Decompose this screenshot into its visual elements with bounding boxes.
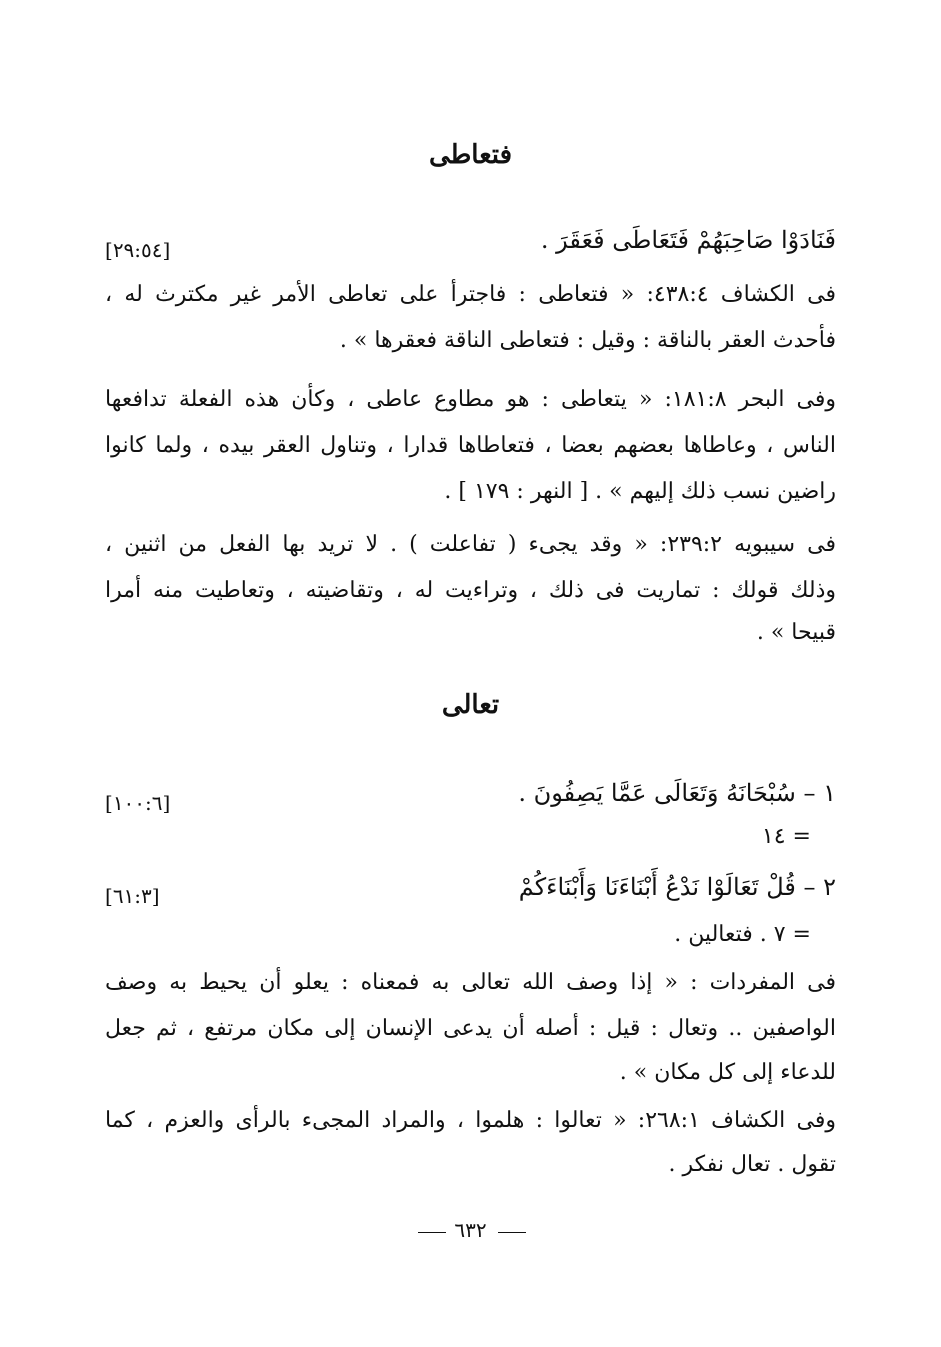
page-number: ٦٣٢ (454, 1218, 487, 1242)
verse-reference: [٦١:٣] (105, 884, 160, 908)
page-number-dash-right (498, 1232, 526, 1233)
ayah-line: فَنَادَوْا صَاحِبَهُمْ فَتَعَاطَى فَعَقَرَ . (540, 226, 836, 254)
paragraph-line: فى الكشاف ٤٣٨:٤: « فتعاطى : فاجترأ على تعاطى الأمر غير مكترث له ، (105, 282, 836, 307)
section-title-fataata: فتعاطى (428, 140, 513, 170)
paragraph-line: للدعاء إلى كل مكان » . (619, 1060, 836, 1085)
paragraph-line: وفى البحر ١٨١:٨: « يتعاطى : هو مطاوع عاطى ، وكأن هذه الفعلة تدافعها (105, 387, 836, 412)
paragraph-line: فى المفردات : « إذا وصف الله تعالى به فمعناه : يعلو أن يحيط به وصف (105, 970, 836, 995)
paragraph-line: وذلك قولك : تماريت فى ذلك ، وتراءيت له ، وتقاضيته ، وتعاطيت منه أمرا (105, 578, 836, 603)
occurrence-count: = ٧ . فتعالين . (674, 922, 811, 947)
paragraph-line: وفى الكشاف ٢٦٨:١: « تعالوا : هلموا ، والمراد المجىء بالرأى والعزم ، كما (105, 1108, 836, 1133)
section-title-taala: تعالى (441, 690, 500, 720)
verse-reference: [٢٩:٥٤] (105, 238, 171, 262)
paragraph-line: الواصفين .. وتعال : قيل : أصله أن يدعى الإنسان إلى مكان مرتفع ، ثم جعل (105, 1016, 836, 1041)
verse-reference: [١٠٠:٦] (105, 791, 171, 815)
ayah-line: ١ – سُبْحَانَهُ وَتَعَالَى عَمَّا يَصِفُونَ . (518, 779, 836, 807)
paragraph-line: تقول . تعال نفكر . (668, 1152, 836, 1177)
paragraph-line: الناس ، وعاطاها بعضهم بعضا ، فتعاطاها قدارا ، وتناول العقر بيده ، ولما كانوا (105, 433, 836, 458)
occurrence-count: = ١٤ (761, 824, 811, 849)
paragraph-line: قبيحا » . (756, 620, 836, 645)
paragraph-line: فأحدث العقر بالناقة : وقيل : فتعاطى الناقة فعقرها » . (339, 328, 836, 353)
paragraph-line: فى سيبويه ٢٣٩:٢: « وقد يجىء ( تفاعلت ) . لا تريد بها الفعل من اثنين ، (105, 532, 836, 557)
ayah-line: ٢ – قُلْ تَعَالَوْا نَدْعُ أَبْنَاءَنَا وَأَبْنَاءَكُمْ (518, 873, 836, 901)
paragraph-line: راضين نسب ذلك إليهم » . [ النهر : ١٧٩ ] . (444, 479, 836, 504)
